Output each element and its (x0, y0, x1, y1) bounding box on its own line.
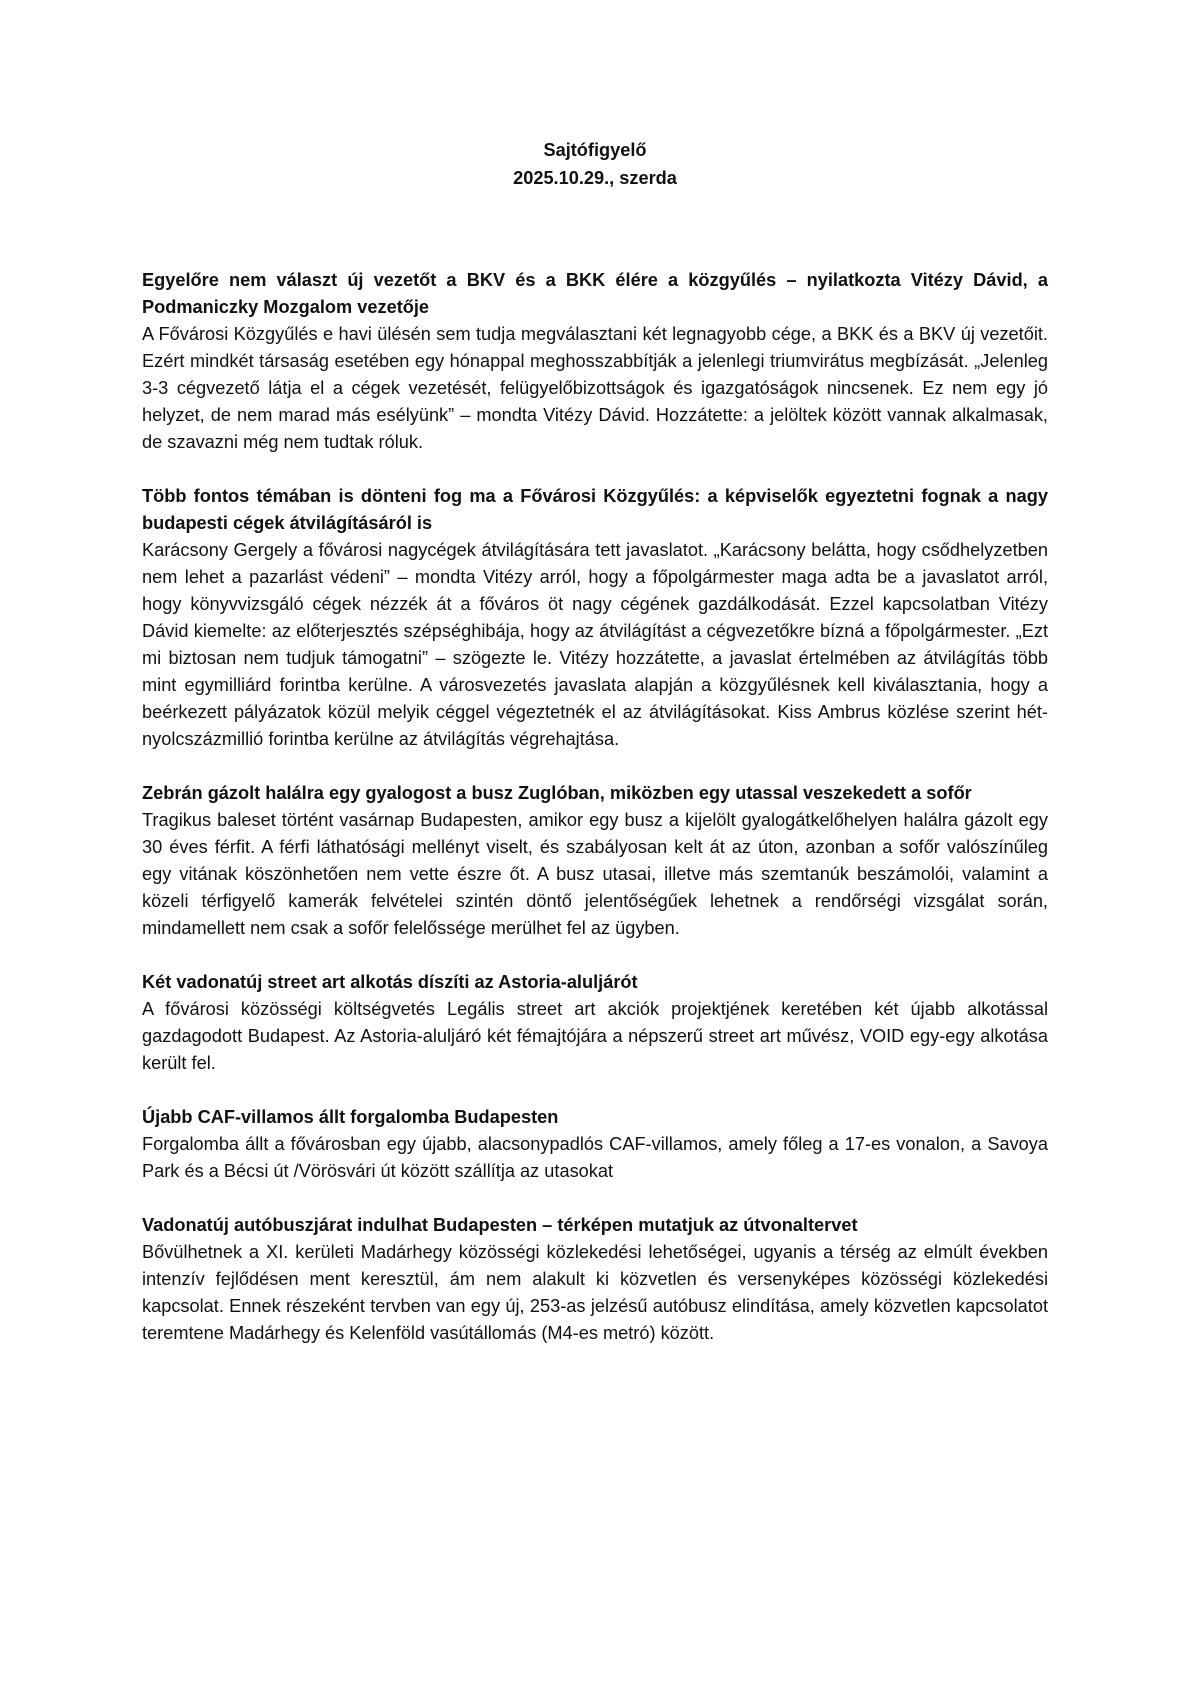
article-body: Tragikus baleset történt vasárnap Budapesten, amikor egy busz a kijelölt gyalogátkelőhelyen halálra gázolt egy 30 éves férfit. A férfi láthatósági mellényt viselt, és szabályosan kelt át az úton, azonban a sofőr valószínűleg egy vitának köszönhetően nem vette észre őt. A busz utasai, illetve más szemtanúk beszámolói, valamint a közeli térfigyelő kamerák felvételei szintén döntő jelentőségűek lehetnek a rendőrségi vizsgálat során, mindamellett nem csak a sofőr felelőssége merülhet fel az ügyben. (142, 810, 1048, 938)
article (142, 483, 1048, 753)
article-body: Forgalomba állt a fővárosban egy újabb, alacsonypadlós CAF-villamos, amely főleg a 17-es vonalon, a Savoya Park és a Bécsi út /Vörösvári út között szállítja az utasokat (142, 1134, 1048, 1181)
header-spacer (142, 192, 1048, 267)
document-header (142, 136, 1048, 192)
article (142, 1212, 1048, 1347)
article (142, 1104, 1048, 1185)
article-body: Bővülhetnek a XI. kerületi Madárhegy közösségi közlekedési lehetőségei, ugyanis a térség az elmúlt években intenzív fejlődésen ment keresztül, ám nem alakult ki közvetlen és versenyképes közösségi közlekedési kapcsolat. Ennek részeként tervben van egy új, 253-as jelzésű autóbusz elindítása, amely közvetlen kapcsolatot teremtene Madárhegy és Kelenföld vasútállomás (M4-es metró) között. (142, 1242, 1048, 1343)
document-date: 2025.10.29., szerda (513, 168, 677, 188)
article (142, 780, 1048, 942)
article-headline: Zebrán gázolt halálra egy gyalogost a busz Zuglóban, miközben egy utassal veszekedett a sofőr (142, 783, 972, 803)
article-headline: Vadonatúj autóbuszjárat indulhat Budapesten – térképen mutatjuk az útvonaltervet (142, 1215, 858, 1235)
article-body: A Fővárosi Közgyűlés e havi ülésén sem tudja megválasztani két legnagyobb cége, a BKK és a BKV új vezetőit. Ezért mindkét társaság esetében egy hónappal meghosszabbítják a jelenlegi triumvirátus megbízását. „Jelenleg 3-3 cégvezető látja el a cégek vezetését, felügyelőbizottságok és igazgatóságok nincsenek. Ez nem egy jó helyzet, de nem marad más esélyünk” – mondta Vitézy Dávid. Hozzátette: a jelöltek között vannak alkalmasak, de szavazni még nem tudtak róluk. (142, 324, 1048, 452)
press-review-page (142, 136, 1048, 1374)
article-headline: Egyelőre nem választ új vezetőt a BKV és a BKK élére a közgyűlés – nyilatkozta Vitézy Dávid, a Podmaniczky Mozgalom vezetője (142, 270, 1048, 317)
article-body: A fővárosi közösségi költségvetés Legális street art akciók projektjének keretében két újabb alkotással gazdagodott Budapest. Az Astoria-aluljáró két fémajtójára a népszerű street art művész, VOID egy-egy alkotása került fel. (142, 999, 1048, 1073)
article-headline: Több fontos témában is dönteni fog ma a Fővárosi Közgyűlés: a képviselők egyeztetni fognak a nagy budapesti cégek átvilágításáról is (142, 486, 1048, 533)
article (142, 267, 1048, 456)
article (142, 969, 1048, 1077)
document-title: Sajtófigyelő (543, 140, 647, 160)
article-body: Karácsony Gergely a fővárosi nagycégek átvilágítására tett javaslatot. „Karácsony belátta, hogy csődhelyzetben nem lehet a pazarlást védeni” – mondta Vitézy arról, hogy a főpolgármester maga adta be a javaslatot arról, hogy könyvvizsgáló cégek nézzék át a főváros öt nagy cégének gazdálkodását. Ezzel kapcsolatban Vitézy Dávid kiemelte: az előterjesztés szépséghibája, hogy az átvilágítást a cégvezetőkre bízná a főpolgármester. „Ezt mi biztosan nem tudjuk támogatni” – szögezte le. Vitézy hozzátette, a javaslat értelmében az átvilágítás több mint egymilliárd forintba kerülne. A városvezetés javaslata alapján a közgyűlésnek kell kiválasztania, hogy a beérkezett pályázatok közül melyik céggel végeztetnék el az átvilágításokat. Kiss Ambrus közlése szerint hét-nyolcszázmillió forintba kerülne az átvilágítás végrehajtása. (142, 540, 1048, 749)
article-headline: Két vadonatúj street art alkotás díszíti az Astoria-aluljárót (142, 972, 638, 992)
article-headline: Újabb CAF-villamos állt forgalomba Budapesten (142, 1107, 559, 1127)
